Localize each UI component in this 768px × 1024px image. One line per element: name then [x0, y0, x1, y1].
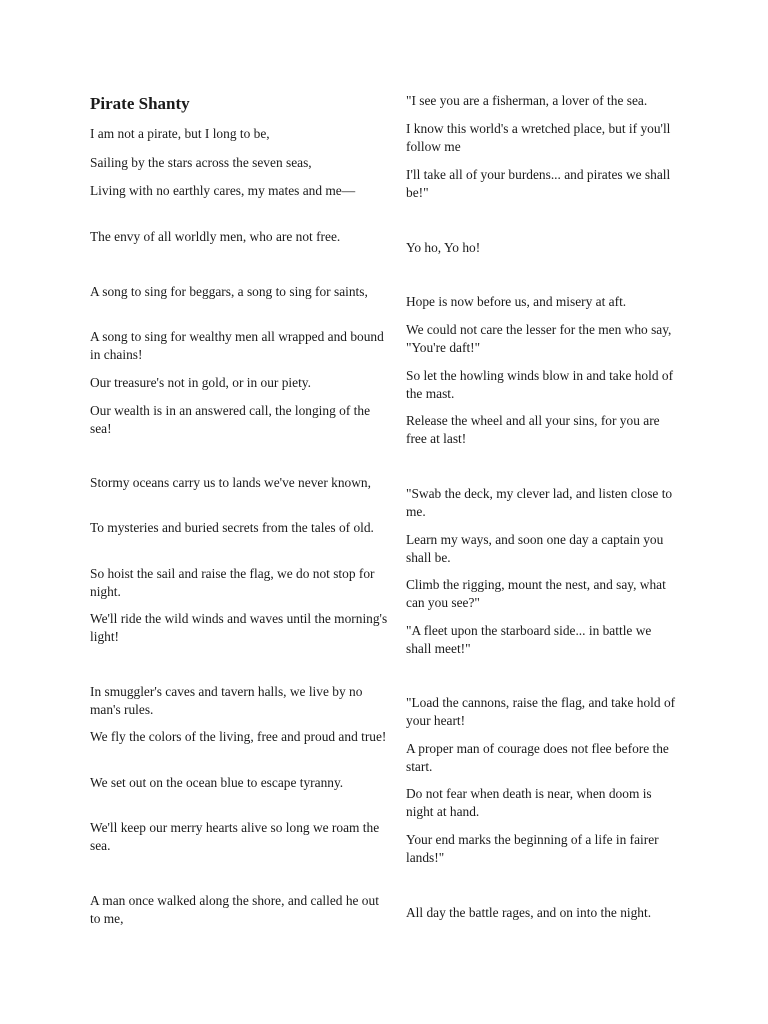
verse-line: Sailing by the stars across the seven seas, [90, 155, 312, 170]
verse-line: "I see you are a fisherman, a lover of the sea. [406, 93, 648, 108]
verse-line: To mysteries and buried secrets from the tales of old. [90, 520, 374, 535]
verse-line: I am not a pirate, but I long to be, [90, 126, 270, 141]
document-title: Pirate Shanty [90, 94, 190, 113]
verse-line: We'll ride the wild winds and waves until the morning's light! [90, 611, 388, 644]
verse-line: Stormy oceans carry us to lands we've never known, [90, 475, 371, 490]
verse-line: We could not care the lesser for the men who say, "You're daft!" [406, 322, 672, 355]
verse-line: The envy of all worldly men, who are not free. [90, 229, 341, 244]
verse-line: Do not fear when death is near, when doom is night at hand. [406, 786, 652, 819]
verse-line: In smuggler's caves and tavern halls, we live by no man's rules. [90, 684, 363, 717]
verse-line: Our wealth is in an answered call, the longing of the sea! [90, 403, 371, 436]
verse-line: A song to sing for beggars, a song to sing for saints, [90, 284, 368, 299]
verse-line: Living with no earthly cares, my mates and me— [90, 183, 356, 198]
verse-line: Your end marks the beginning of a life in fairer lands!" [406, 832, 659, 865]
verse-line: Hope is now before us, and misery at aft. [406, 294, 627, 309]
verse-line: We'll keep our merry hearts alive so long we roam the sea. [90, 820, 380, 853]
verse-line: Climb the rigging, mount the nest, and say, what can you see?" [406, 577, 666, 610]
verse-line: A song to sing for wealthy men all wrapped and bound in chains! [90, 329, 384, 362]
verse-line: I know this world's a wretched place, but if you'll follow me [406, 121, 671, 154]
verse-line: "A fleet upon the starboard side... in battle we shall meet!" [406, 623, 652, 656]
verse-line: So let the howling winds blow in and take hold of the mast. [406, 368, 674, 401]
verse-line: Learn my ways, and soon one day a captain you shall be. [406, 532, 664, 565]
verse-line: So hoist the sail and raise the flag, we do not stop for night. [90, 566, 375, 599]
verse-line: Our treasure's not in gold, or in our piety. [90, 375, 311, 390]
verse-line: I'll take all of your burdens... and pirates we shall be!" [406, 167, 671, 200]
verse-line: A proper man of courage does not flee before the start. [406, 741, 669, 774]
verse-line: We set out on the ocean blue to escape tyranny. [90, 775, 344, 790]
verse-line: "Swab the deck, my clever lad, and listen close to me. [406, 486, 673, 519]
verse-line: "Load the cannons, raise the flag, and take hold of your heart! [406, 695, 676, 728]
verse-line: Release the wheel and all your sins, for you are free at last! [406, 413, 660, 446]
verse-line: We fly the colors of the living, free and proud and true! [90, 729, 387, 744]
verse-line: All day the battle rages, and on into the night. [406, 905, 652, 920]
verse-line: A man once walked along the shore, and called he out to me, [90, 893, 379, 926]
verse-line: Yo ho, Yo ho! [406, 240, 481, 255]
